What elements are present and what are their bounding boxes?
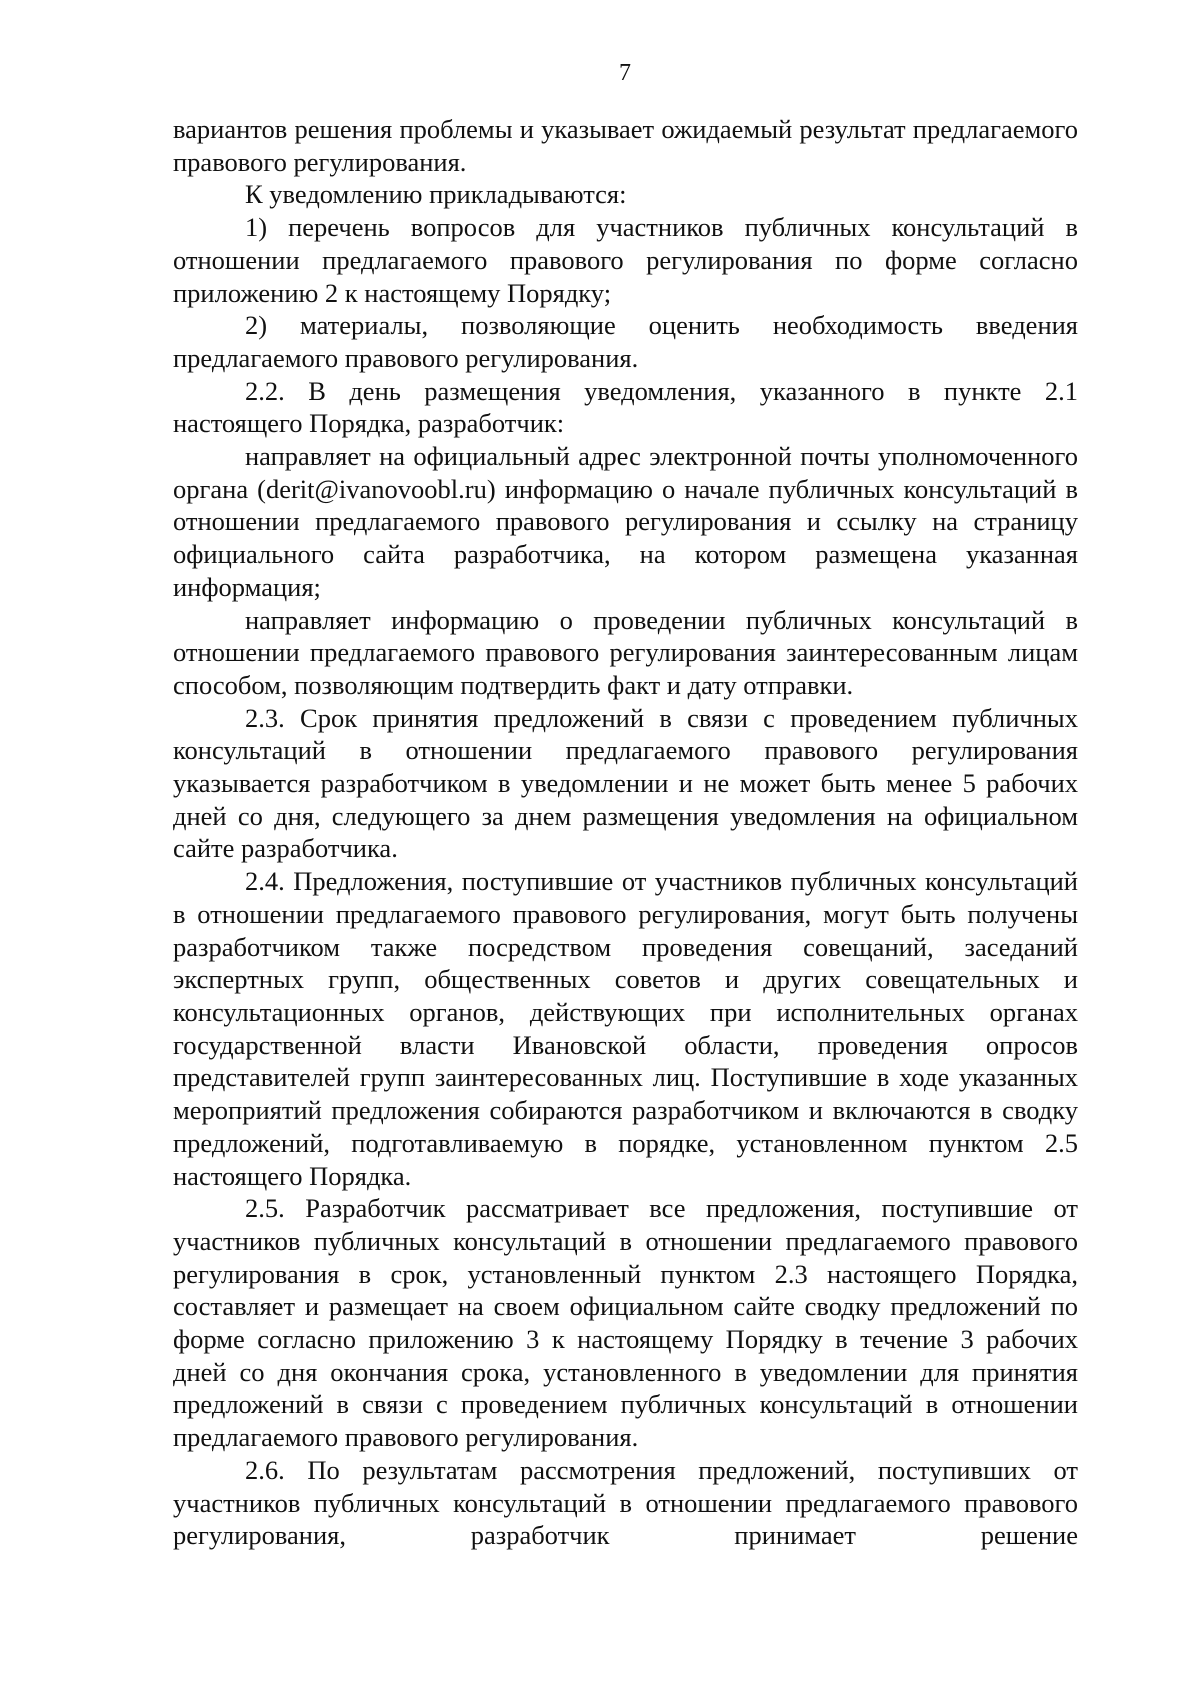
- paragraph-attachment-1: 1) перечень вопросов для участников публичных консультаций в отношении предлагаемого правового регулирования по форме согласно приложению 2 к настоящему Порядку;: [173, 212, 1078, 308]
- paragraph-attachment-2: 2) материалы, позволяющие оценить необходимость введения предлагаемого правового регулирования.: [173, 310, 1078, 373]
- page-number: 7: [619, 60, 631, 86]
- paragraph-2-2-notify: направляет информацию о проведении публичных консультаций в отношении предлагаемого правового регулирования заинтересованным лицам способом, позволяющим подтвердить факт и дату отправки.: [173, 604, 1078, 700]
- paragraph-continuation: вариантов решения проблемы и указывает ожидаемый результат предлагаемого правового регулирования.: [173, 114, 1078, 177]
- paragraph-2-2: 2.2. В день размещения уведомления, указанного в пункте 2.1 настоящего Порядка, разработчик:: [173, 375, 1078, 439]
- paragraph-2-3: 2.3. Срок принятия предложений в связи с проведением публичных консультаций в отношении предлагаемого правового регулирования указывается разработчиком в уведомлении и не может быть менее 5 рабочих дней со дня, следующего за днем размещения уведомления на официальном сайте разработчика.: [173, 702, 1078, 864]
- document-body: [173, 113, 1078, 1552]
- paragraph-2-5: 2.5. Разработчик рассматривает все предложения, поступившие от участников публичных консультаций в отношении предлагаемого правового регулирования в срок, установленный пунктом 2.3 настоящего Порядка, составляет и размещает на своем официальном сайте сводку предложений по форме согласно приложению 3 к настоящему Порядку в течение 3 рабочих дней со дня окончания срока, установленного в уведомлении для принятия предложений в связи с проведением публичных консультаций в отношении предлагаемого правового регулирования.: [173, 1193, 1078, 1453]
- paragraph-attachments-intro: К уведомлению прикладываются:: [245, 179, 627, 210]
- paragraph-2-6: 2.6. По результатам рассмотрения предложений, поступивших от участников публичных консультаций в отношении предлагаемого правового регулирования, разработчик принимает решение: [173, 1454, 1078, 1551]
- paragraph-2-4: 2.4. Предложения, поступившие от участников публичных консультаций в отношении предлагаемого правового регулирования, могут быть получены разработчиком также посредством проведения совещаний, заседаний экспертных групп, общественных советов и других совещательных и консультационных органов, действующих при исполнительных органах государственной власти Ивановской области, проведения опросов представителей групп заинтересованных лиц. Поступившие в ходе указанных мероприятий предложения собираются разработчиком и включаются в сводку предложений, подготавливаемую в порядке, установленном пунктом 2.5 настоящего Порядка.: [173, 866, 1078, 1191]
- paragraph-2-2-email: направляет на официальный адрес электронной почты уполномоченного органа (derit@ivanovoobl.ru) информацию о начале публичных консультаций в отношении предлагаемого правового регулирования и ссылку на страницу официального сайта разработчика, на котором размещена указанная информация;: [173, 441, 1078, 602]
